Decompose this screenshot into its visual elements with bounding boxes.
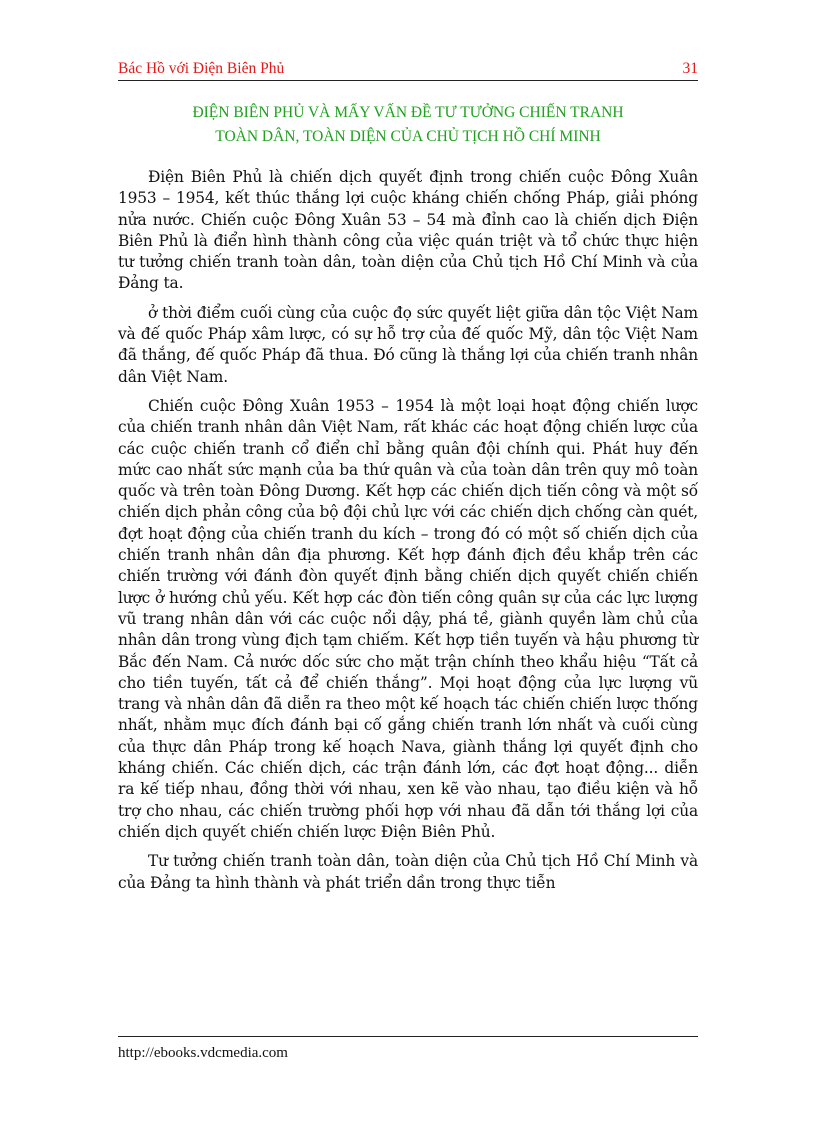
paragraph-2: ở thời điểm cuối cùng của cuộc đọ sức quyết liệt giữa dân tộc Việt Nam và đế quốc Pháp xâm lược, có sự hỗ trợ của đế quốc Mỹ, dân tộc Việt Nam đã thắng, đế quốc Pháp đã thua. Đó cũng là thắng lợi của chiến tranh nhân dân Việt Nam.: [118, 303, 698, 386]
footer-url: http://ebooks.vdcmedia.com: [118, 1045, 288, 1061]
running-header: [118, 58, 698, 81]
paragraph-4: Tư tưởng chiến tranh toàn dân, toàn diện của Chủ tịch Hồ Chí Minh và của Đảng ta hình thành và phát triển dần trong thực tiễn: [118, 852, 698, 892]
paragraph-3: Chiến cuộc Đông Xuân 1953 – 1954 là một loại hoạt động chiến lược của chiến tranh nhân dân Việt Nam, rất khác các hoạt động chiến lược của các cuộc chiến tranh cổ điển chỉ bằng quân đội chính qui. Phát huy đến mức cao nhất sức mạnh của ba thứ quân và của toàn dân trên quy mô toàn quốc và trên toàn Đông Dương. Kết hợp các chiến dịch tiến công và một số chiến dịch phản công của bộ đội chủ lực với các chiến dịch chống càn quét, đợt hoạt động của chiến tranh du kích – trong đó có một số chiến dịch của chiến tranh nhân dân địa phương. Kết hợp đánh địch đều khắp trên các chiến trường với đánh đòn quyết định bằng chiến dịch quyết chiến chiến lược ở hướng chủ yếu. Kết hợp các đòn tiến công quân sự của các lực lượng vũ trang nhân dân với các cuộc nổi dậy, phá tề, giành quyền làm chủ của nhân dân trong vùng địch tạm chiếm. Kết hợp tiền tuyến và hậu phương từ Bắc đến Nam. Cả nước dốc sức cho mặt trận chính theo khẩu hiệu “Tất cả cho tiền tuyến, tất cả để chiến thắng”. Mọi hoạt động của lực lượng vũ trang và nhân dân đã diễn ra theo một kế hoạch tác chiến chiến lược thống nhất, nhằm mục đích đánh bại cố gắng chiến tranh lớn nhất và cuối cùng của thực dân Pháp trong kế hoạch Nava, giành thắng lợi quyết định cho kháng chiến. Các chiến dịch, các trận đánh lớn, các đợt hoạt động... diễn ra kế tiếp nhau, đồng thời với nhau, xen kẽ vào nhau, tạo điều kiện và hỗ trợ cho nhau, các chiến trường phối hợp với nhau đã dẫn tới thắng lợi của chiến dịch quyết chiến chiến lược Điện Biên Phủ.: [118, 396, 698, 841]
chapter-title-line-1: ĐIỆN BIÊN PHỦ VÀ MẤY VẤN ĐỀ TƯ TƯỞNG CHIẾN TRANH: [192, 104, 624, 121]
book-page: [118, 58, 698, 1068]
body-text: [118, 167, 698, 894]
chapter-title: [118, 101, 698, 149]
page-number: 31: [682, 60, 698, 77]
book-title: Bác Hồ với Điện Biên Phủ: [118, 60, 285, 77]
chapter-title-line-2: TOÀN DÂN, TOÀN DIỆN CỦA CHỦ TỊCH HỒ CHÍ MINH: [215, 128, 601, 145]
paragraph-1: Điện Biên Phủ là chiến dịch quyết định trong chiến cuộc Đông Xuân 1953 – 1954, kết thúc thắng lợi cuộc kháng chiến chống Pháp, giải phóng nửa nước. Chiến cuộc Đông Xuân 53 – 54 mà đỉnh cao là chiến dịch Điện Biên Phủ là điển hình thành công của việc quán triệt và tổ chức thực hiện tư tưởng chiến tranh toàn dân, toàn diện của Chủ tịch Hồ Chí Minh và của Đảng ta.: [118, 168, 698, 293]
running-footer: [118, 1036, 698, 1063]
